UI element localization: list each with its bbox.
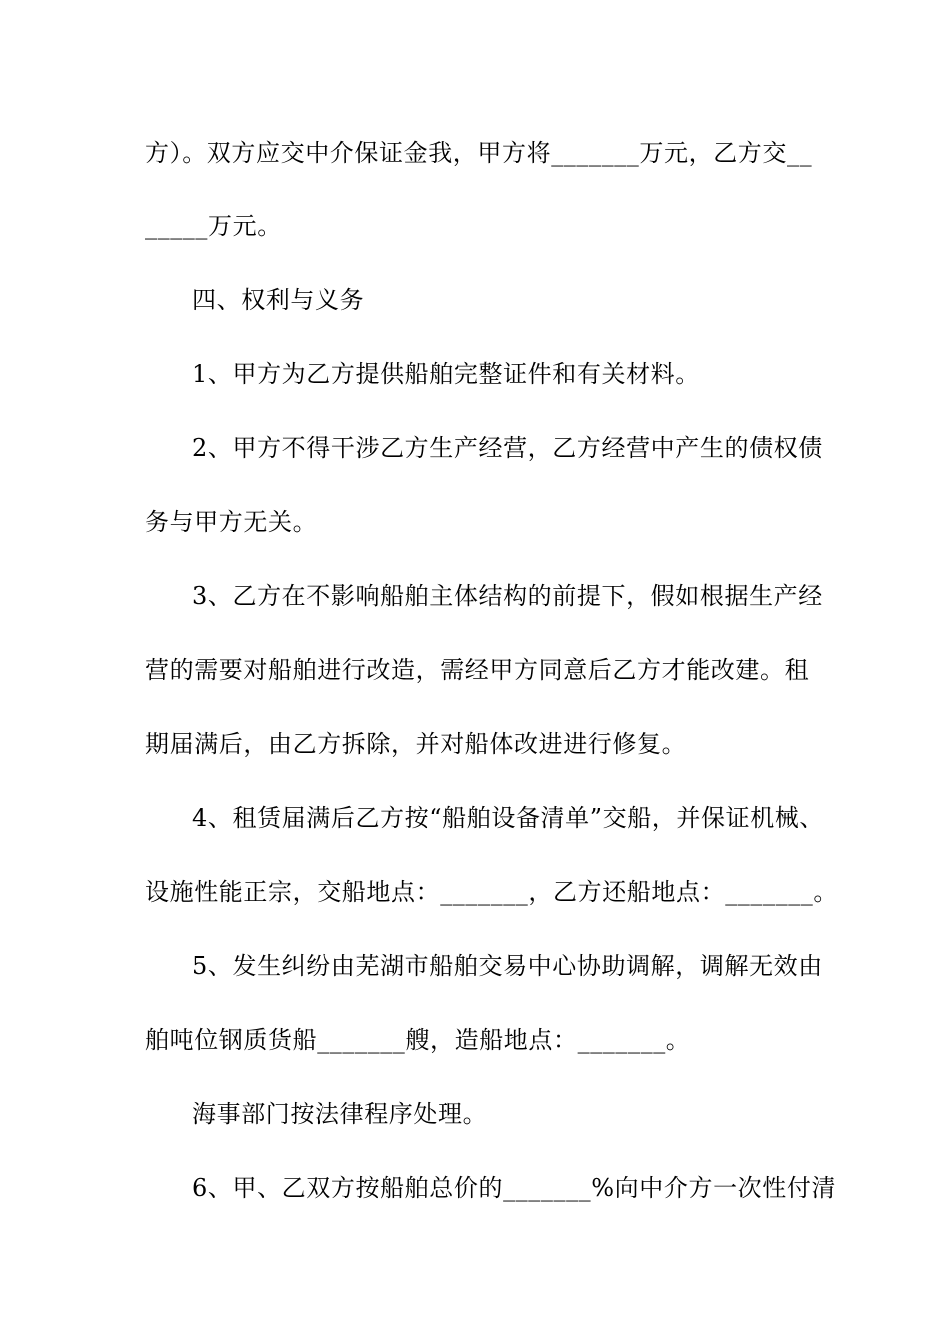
- paragraph-line: 海事部门按法律程序处理。: [192, 1100, 488, 1128]
- paragraph-line: 设施性能正宗，交船地点：_______，乙方还船地点：_______。: [145, 878, 838, 906]
- section-heading: 四、权利与义务: [192, 286, 365, 314]
- clause-2: 2、甲方不得干涉乙方生产经营，乙方经营中产生的债权债: [192, 434, 823, 462]
- paragraph-line: _____万元。: [145, 212, 282, 240]
- clause-5: 5、发生纠纷由芜湖市船舶交易中心协助调解，调解无效由: [192, 952, 823, 980]
- clause-3: 3、乙方在不影响船舶主体结构的前提下，假如根据生产经: [192, 582, 823, 610]
- paragraph-line: 务与甲方无关。: [145, 508, 318, 536]
- paragraph-line: 期届满后，由乙方拆除，并对船体改进进行修复。: [145, 730, 687, 758]
- clause-4: 4、租赁届满后乙方按“船舶设备清单”交船，并保证机械、: [192, 804, 825, 832]
- clause-6: 6、甲、乙双方按船舶总价的_______%向中介方一次性付清: [192, 1174, 837, 1202]
- paragraph-line: 舶吨位钢质货船_______艘，造船地点：_______。: [145, 1026, 691, 1054]
- clause-1: 1、甲方为乙方提供船舶完整证件和有关材料。: [192, 360, 700, 388]
- paragraph-line: 方）。双方应交中介保证金我，甲方将_______万元，乙方交__: [145, 139, 813, 167]
- paragraph-line: 营的需要对船舶进行改造，需经甲方同意后乙方才能改建。租: [145, 656, 810, 684]
